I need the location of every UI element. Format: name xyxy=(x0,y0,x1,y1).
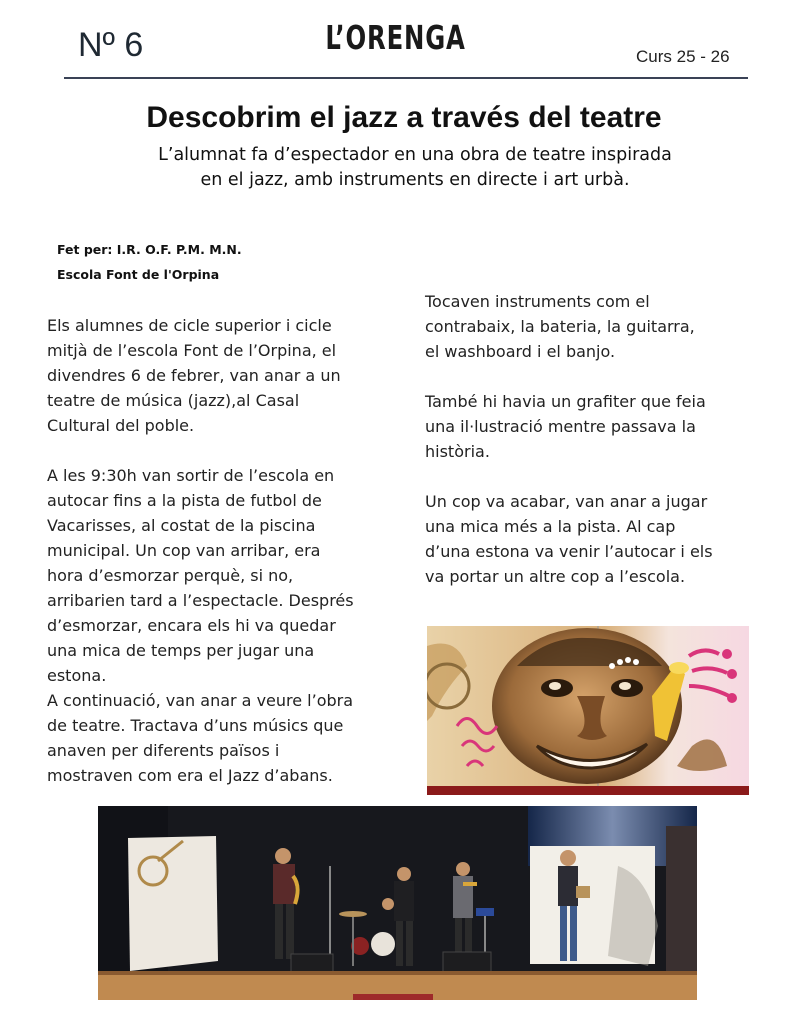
article-subtitle-text: L’alumnat fa d’espectador en una obra de teatre inspirada en el jazz, amb instruments en directe i art urbà. xyxy=(158,145,672,190)
newspaper-masthead: L’ORENGA xyxy=(325,18,466,57)
paragraph: Els alumnes de cicle superior i cicle mitjà de l’escola Font de l’Orpina, el divendres 6 de febrer, van anar a un teatre de música (jazz),al Casal Cultural del poble. xyxy=(47,316,341,435)
school-year: Curs 25 - 26 xyxy=(636,47,730,66)
paragraph: A continuació, van anar a veure l’obra de teatre. Tractava d’uns músics que anaven per diferents països i mostraven com era el Jazz d’abans. xyxy=(47,691,354,785)
issue-number: Nº 6 xyxy=(78,26,144,64)
article-title: Descobrim el jazz a través del teatre xyxy=(146,101,662,134)
article-left-column xyxy=(47,313,407,788)
paragraph: Tocaven instruments com el contrabaix, la bateria, la guitarra, el washboard i el banjo. xyxy=(425,292,695,361)
header-divider xyxy=(64,77,748,79)
graffiti-mural-illustration xyxy=(427,626,749,795)
byline-school: Escola Font de l'Orpina xyxy=(57,267,220,282)
article-right-column xyxy=(425,289,765,614)
jazz-band-stage-illustration xyxy=(98,806,697,1000)
mural-photo xyxy=(427,626,749,795)
paragraph: A les 9:30h van sortir de l’escola en autocar fins a la pista de futbol de Vacarisses, al costat de la piscina municipal. Un cop van arribar, era hora d’esmorzar perquè, si no, arribarien tard a l’espectacle. Després d’esmorzar, encara els hi va quedar una mica de temps per jugar una estona. xyxy=(47,466,354,685)
article-subtitle xyxy=(120,143,710,193)
stage-photo xyxy=(98,806,697,1000)
paragraph: Un cop va acabar, van anar a jugar una mica més a la pista. Al cap d’una estona va venir l’autocar i els va portar un altre cop a l’escola. xyxy=(425,492,713,586)
paragraph: També hi havia un grafiter que feia una il·lustració mentre passava la història. xyxy=(425,392,706,461)
byline-authors: Fet per: I.R. O.F. P.M. M.N. xyxy=(57,242,242,257)
